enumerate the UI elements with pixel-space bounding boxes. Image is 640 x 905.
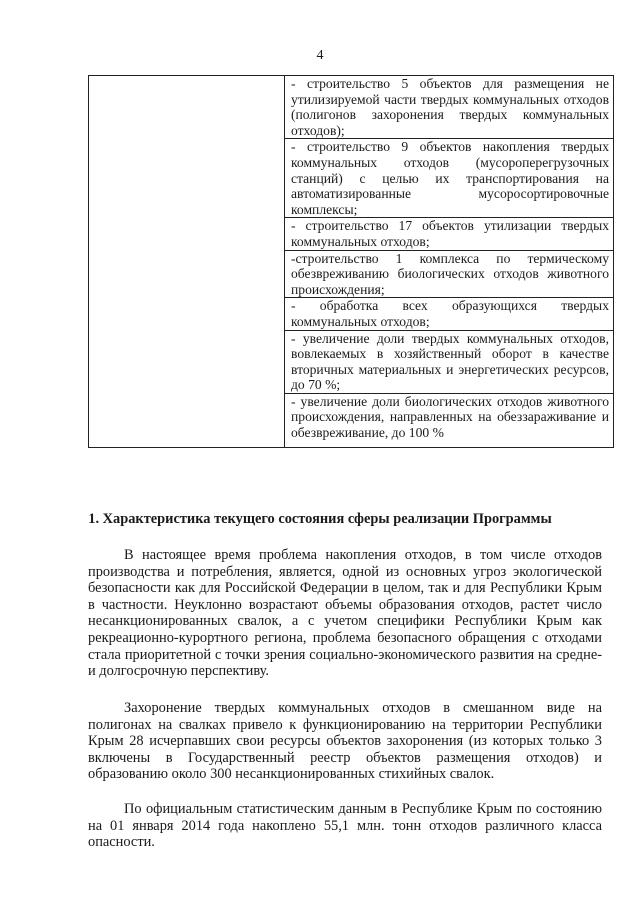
paragraph-text: Захоронение твердых коммунальных отходов в смешанном виде на полигонах на свалках привело к функционированию на территории Республики Крым 28 исчерпавших свои ресурсы объектов захоронения (из которых только 3 включены в Государственный реестр объектов размещения отходов) и образованию около 300 несанкционированных стихийных свалок. xyxy=(88,700,602,783)
paragraph-3 xyxy=(88,801,602,851)
list-item: - строительство 5 объектов для размещения не утилизируемой части твердых коммунальных отходов (полигонов захоронения твердых коммунальных отходов); xyxy=(285,76,613,139)
paragraph-text: По официальным статистическим данным в Республике Крым по состоянию на 01 января 2014 года накоплено 55,1 млн. тонн отходов различного класса опасности. xyxy=(88,801,602,851)
table-cell-items xyxy=(285,76,614,448)
section-title: 1. Характеристика текущего состояния сферы реализации Программы xyxy=(88,511,552,527)
list-item: - строительство 17 объектов утилизации твердых коммунальных отходов; xyxy=(285,218,613,250)
paragraph-1 xyxy=(88,547,602,680)
list-item: - увеличение доли биологических отходов животного происхождения, направленных на обеззараживание и обезвреживание, до 100 % xyxy=(291,393,609,441)
table-cell-empty xyxy=(89,76,285,448)
paragraph-text: В настоящее время проблема накопления отходов, в том числе отходов производства и потребления, является, одной из основных угроз экологической безопасности как для Российской Федерации в целом, так и для Республики Крым в частности. Неуклонно возрастают объемы образования отходов, растет число несанкционированных свалок, а с учетом специфики Республики Крым как рекреационно-курортного региона, проблема безопасного обращения с отходами стала приоритетной с точки зрения социально-экономического развития на средне- и долгосрочную перспективу. xyxy=(88,547,602,680)
list-item: - строительство 9 объектов накопления твердых коммунальных отходов (мусороперегрузочных станций) с целью их транспортирования на автоматизированные мусоросортировочные комплексы; xyxy=(285,139,613,218)
list-item: - обработка всех образующихся твердых коммунальных отходов; xyxy=(285,298,613,330)
paragraph-2 xyxy=(88,700,602,783)
goals-table xyxy=(88,75,614,448)
table-row xyxy=(89,76,614,448)
page-number: 4 xyxy=(316,48,324,63)
list-item: - увеличение доли твердых коммунальных отходов, вовлекаемых в хозяйственный оборот в качестве вторичных материальных и энергетических ресурсов, до 70 %; xyxy=(285,331,613,394)
list-item: -строительство 1 комплекса по термическому обезвреживанию биологических отходов животного происхождения; xyxy=(285,251,613,299)
